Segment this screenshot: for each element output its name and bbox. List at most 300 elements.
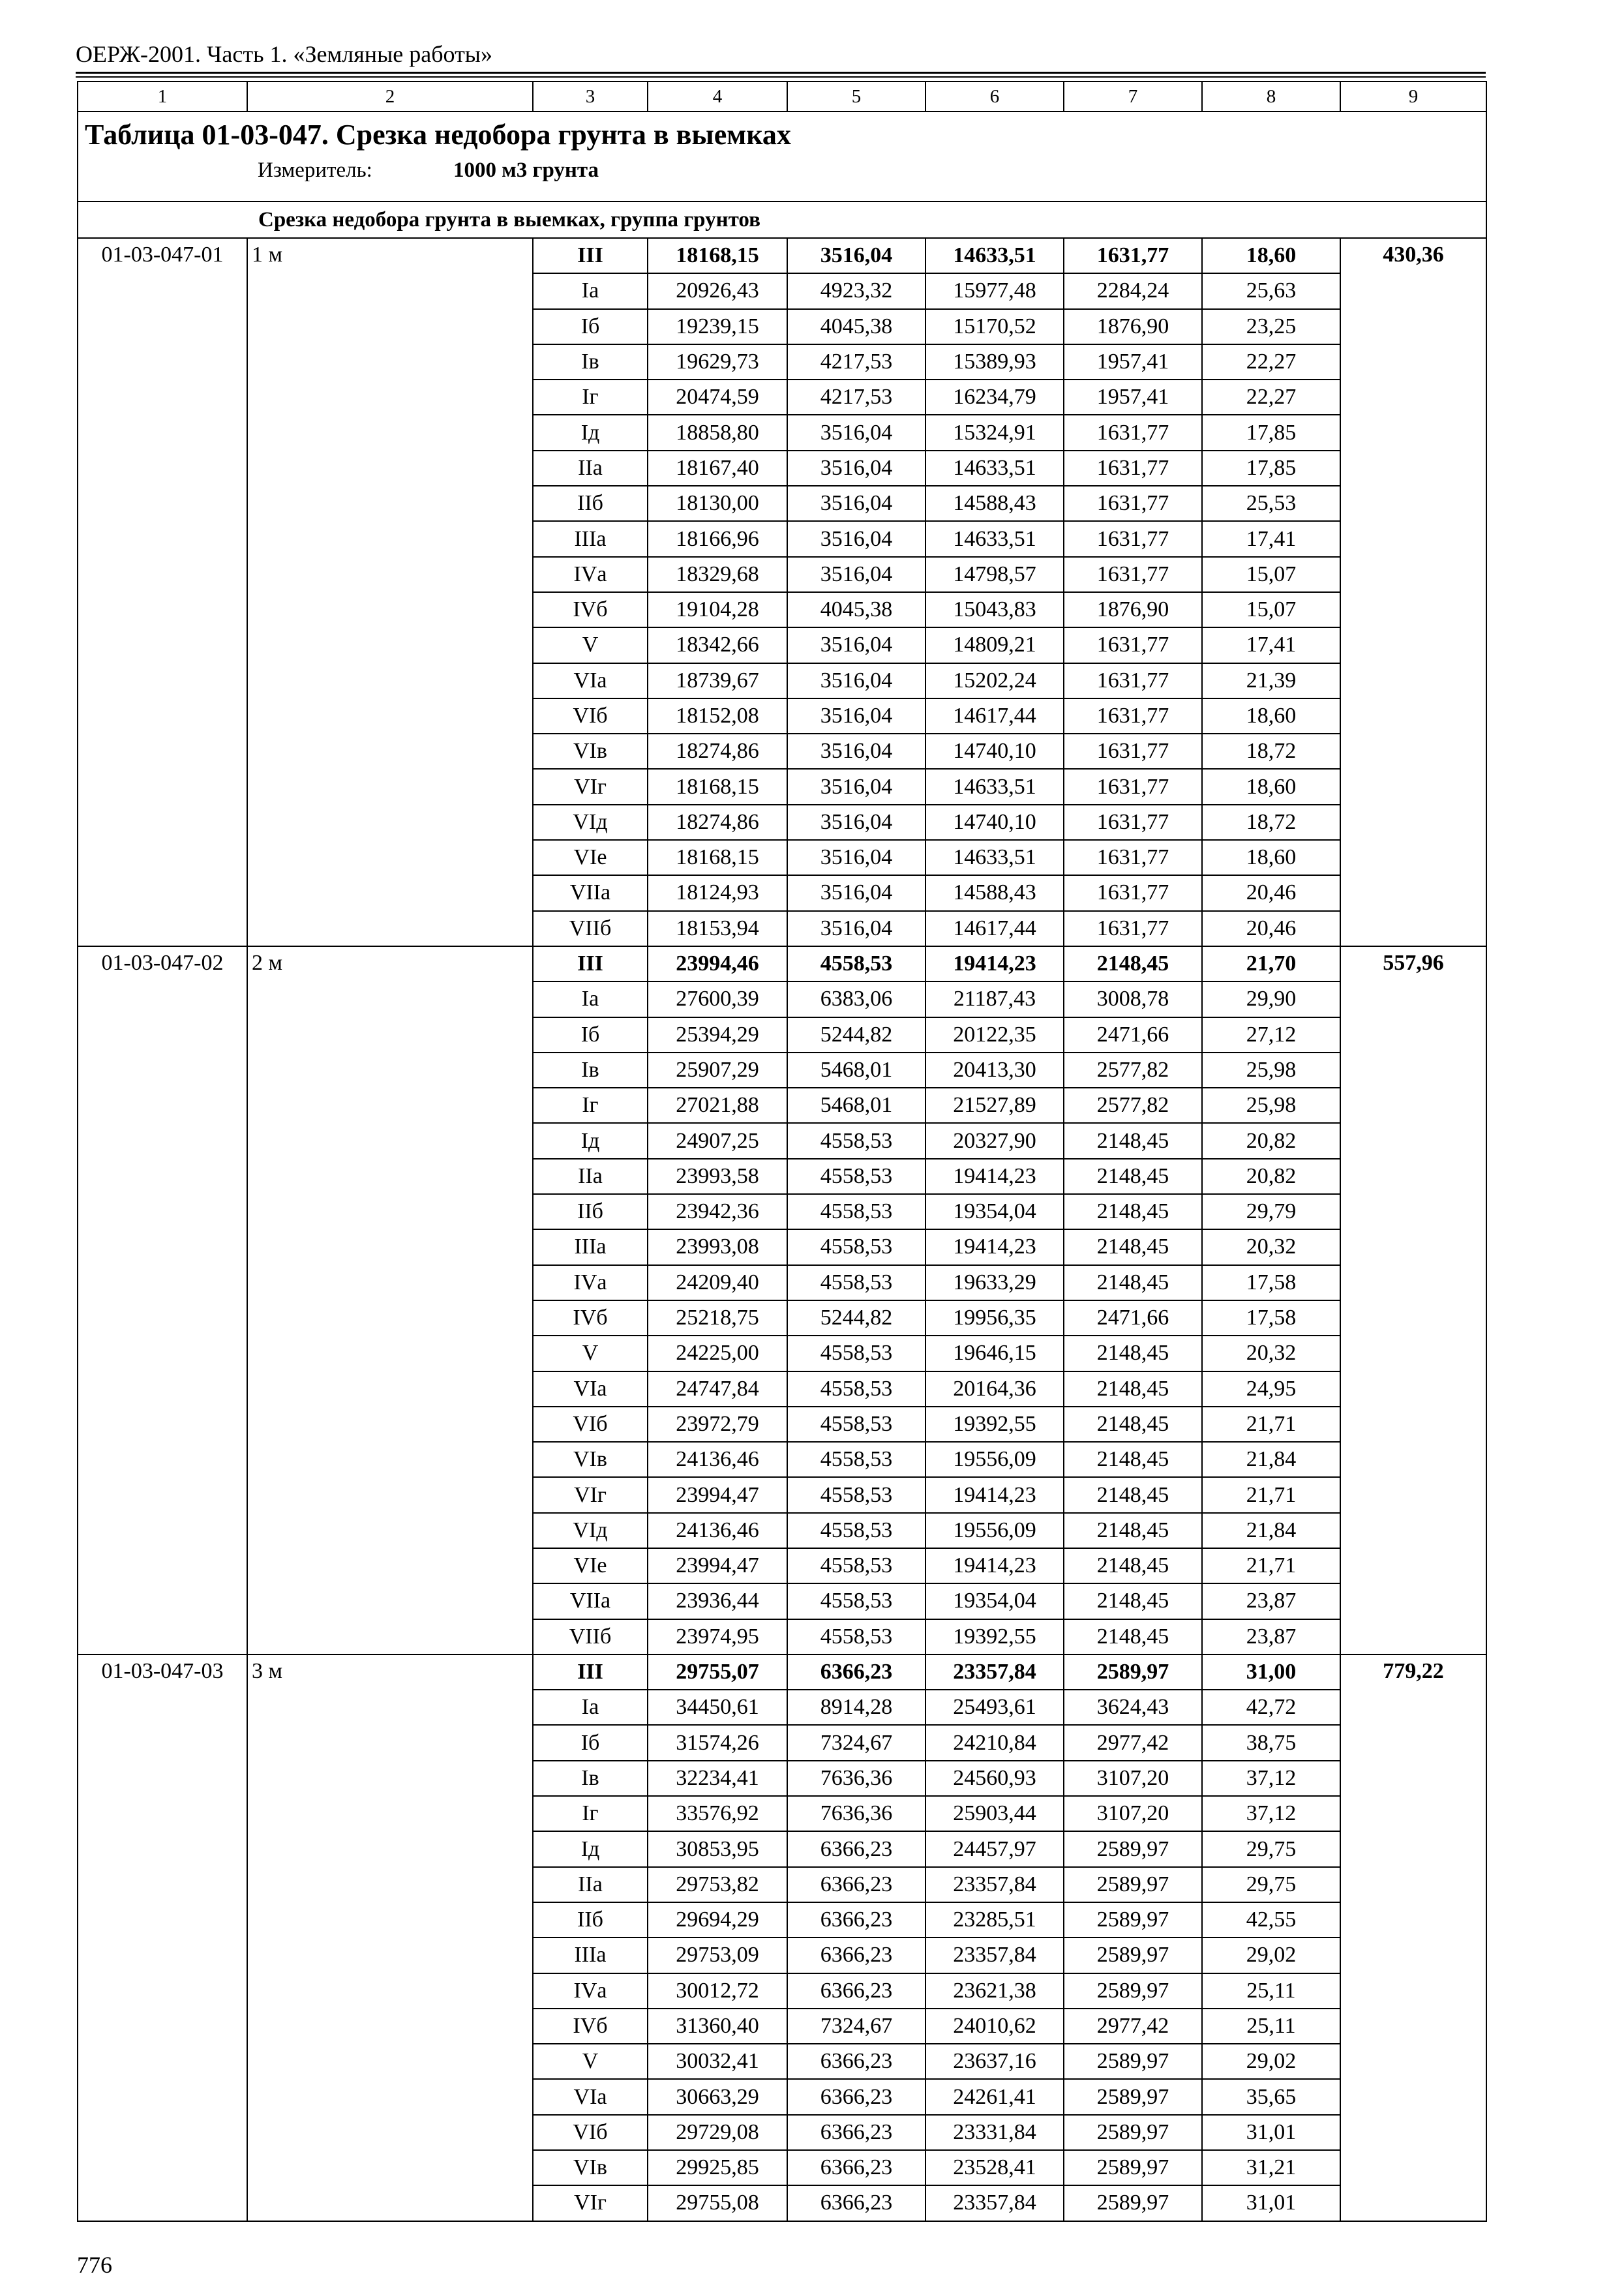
soil-group: Iб [533,1725,648,1760]
soil-group: Iг [533,1088,648,1123]
value-cell: 2589,97 [1064,1831,1202,1866]
column-number: 9 [1340,82,1486,112]
soil-group: VIа [533,1371,648,1407]
value-cell: 3516,04 [787,698,925,734]
soil-group: VIб [533,1407,648,1442]
value-cell: 1631,77 [1064,557,1202,592]
value-cell: 6366,23 [787,1902,925,1937]
value-cell: 27600,39 [648,981,787,1017]
value-cell: 29,90 [1202,981,1340,1017]
value-cell: 18,60 [1202,769,1340,804]
value-cell: 25218,75 [648,1300,787,1336]
page-number: 776 [77,2252,112,2278]
value-cell: 2589,97 [1064,2185,1202,2221]
value-cell: 4558,53 [787,1123,925,1158]
value-cell: 29925,85 [648,2150,787,2185]
value-cell: 30853,95 [648,1831,787,1866]
cut-depth: 3 м [247,1654,533,2221]
rate-code: 01-03-047-03 [78,1654,247,2221]
value-cell: 20413,30 [925,1053,1064,1088]
soil-group: VIIа [533,1583,648,1619]
value-cell: 30663,29 [648,2079,787,2114]
table-row [78,238,1486,273]
value-cell: 19104,28 [648,592,787,627]
value-cell: 2471,66 [1064,1300,1202,1336]
value-cell: 3516,04 [787,875,925,910]
header-rule [76,72,1486,74]
value-cell: 2148,45 [1064,1229,1202,1264]
value-cell: 7636,36 [787,1761,925,1796]
column-number: 6 [925,82,1064,112]
value-cell: 27,12 [1202,1017,1340,1053]
value-cell: 4045,38 [787,592,925,627]
soil-group: III [533,946,648,981]
value-cell: 17,41 [1202,521,1340,556]
value-cell: 29,79 [1202,1194,1340,1229]
value-cell: 20,46 [1202,911,1340,946]
value-cell: 2471,66 [1064,1017,1202,1053]
value-cell: 4558,53 [787,1229,925,1264]
value-cell: 24225,00 [648,1336,787,1371]
value-cell: 2977,42 [1064,1725,1202,1760]
value-cell: 2589,97 [1064,1867,1202,1902]
value-cell: 23994,47 [648,1548,787,1583]
value-cell: 21,70 [1202,946,1340,981]
value-cell: 24209,40 [648,1265,787,1300]
soil-group: IVб [533,592,648,627]
value-cell: 5244,82 [787,1017,925,1053]
value-cell: 5244,82 [787,1300,925,1336]
value-cell: 6366,23 [787,2044,925,2079]
value-cell: 18168,15 [648,840,787,875]
value-cell: 15,07 [1202,592,1340,627]
soil-group: Iв [533,1761,648,1796]
value-cell: 2589,97 [1064,2079,1202,2114]
table-title: Таблица 01-03-047. Срезка недобора грунта в выемках [85,119,791,151]
column-9-value: 557,96 [1340,946,1486,1654]
value-cell: 4558,53 [787,1159,925,1194]
value-cell: 14740,10 [925,734,1064,769]
value-cell: 19414,23 [925,1229,1064,1264]
value-cell: 2148,45 [1064,1371,1202,1407]
value-cell: 8914,28 [787,1690,925,1725]
value-cell: 1957,41 [1064,344,1202,380]
value-cell: 17,41 [1202,627,1340,663]
value-cell: 24261,41 [925,2079,1064,2114]
value-cell: 18166,96 [648,521,787,556]
value-cell: 4558,53 [787,1548,925,1583]
value-cell: 19633,29 [925,1265,1064,1300]
soil-group: IVб [533,1300,648,1336]
value-cell: 25,53 [1202,486,1340,521]
value-cell: 32234,41 [648,1761,787,1796]
soil-group: Iд [533,415,648,450]
soil-group: IVа [533,1265,648,1300]
value-cell: 6366,23 [787,2185,925,2221]
value-cell: 18274,86 [648,734,787,769]
value-cell: 31,00 [1202,1654,1340,1690]
value-cell: 25903,44 [925,1796,1064,1831]
value-cell: 1631,77 [1064,415,1202,450]
soil-group: IVб [533,2009,648,2044]
value-cell: 37,12 [1202,1796,1340,1831]
value-cell: 15389,93 [925,344,1064,380]
column-number: 5 [787,82,925,112]
measure-unit [85,153,1479,188]
column-number: 1 [78,82,247,112]
value-cell: 25394,29 [648,1017,787,1053]
value-cell: 2148,45 [1064,1194,1202,1229]
value-cell: 21,71 [1202,1407,1340,1442]
value-cell: 2148,45 [1064,1583,1202,1619]
value-cell: 19239,15 [648,309,787,344]
value-cell: 20,32 [1202,1336,1340,1371]
value-cell: 2148,45 [1064,1442,1202,1477]
value-cell: 24136,46 [648,1513,787,1548]
value-cell: 31,21 [1202,2150,1340,2185]
value-cell: 7324,67 [787,2009,925,2044]
value-cell: 23637,16 [925,2044,1064,2079]
value-cell: 24,95 [1202,1371,1340,1407]
value-cell: 23972,79 [648,1407,787,1442]
value-cell: 6383,06 [787,981,925,1017]
value-cell: 15170,52 [925,309,1064,344]
value-cell: 20327,90 [925,1123,1064,1158]
value-cell: 14633,51 [925,238,1064,273]
value-cell: 25,63 [1202,273,1340,308]
column-number: 8 [1202,82,1340,112]
soil-group: IIб [533,1902,648,1937]
value-cell: 21,71 [1202,1477,1340,1512]
cut-depth: 1 м [247,238,533,946]
soil-group: IVа [533,1973,648,2009]
value-cell: 20122,35 [925,1017,1064,1053]
value-cell: 18274,86 [648,805,787,840]
value-cell: 4558,53 [787,1619,925,1654]
soil-group: VIд [533,1513,648,1548]
value-cell: 19556,09 [925,1513,1064,1548]
value-cell: 21,84 [1202,1442,1340,1477]
value-cell: 1631,77 [1064,840,1202,875]
value-cell: 14798,57 [925,557,1064,592]
value-cell: 31574,26 [648,1725,787,1760]
value-cell: 15043,83 [925,592,1064,627]
value-cell: 4558,53 [787,1442,925,1477]
value-cell: 22,27 [1202,380,1340,415]
value-cell: 18342,66 [648,627,787,663]
soil-group: Iг [533,380,648,415]
value-cell: 19646,15 [925,1336,1064,1371]
value-cell: 2148,45 [1064,1336,1202,1371]
value-cell: 4558,53 [787,1371,925,1407]
value-cell: 18,72 [1202,805,1340,840]
value-cell: 14617,44 [925,698,1064,734]
value-cell: 24010,62 [925,2009,1064,2044]
value-cell: 15324,91 [925,415,1064,450]
table-row [78,946,1486,981]
value-cell: 19414,23 [925,1477,1064,1512]
value-cell: 6366,23 [787,1654,925,1690]
value-cell: 1631,77 [1064,698,1202,734]
value-cell: 6366,23 [787,1973,925,2009]
value-cell: 37,12 [1202,1761,1340,1796]
value-cell: 1631,77 [1064,805,1202,840]
value-cell: 42,72 [1202,1690,1340,1725]
soil-group: IIIа [533,1229,648,1264]
value-cell: 24560,93 [925,1761,1064,1796]
soil-group: VIг [533,1477,648,1512]
value-cell: 3107,20 [1064,1761,1202,1796]
value-cell: 29,75 [1202,1867,1340,1902]
value-cell: 2589,97 [1064,1902,1202,1937]
value-cell: 4558,53 [787,1407,925,1442]
value-cell: 21,71 [1202,1548,1340,1583]
value-cell: 20164,36 [925,1371,1064,1407]
value-cell: 2284,24 [1064,273,1202,308]
cut-depth: 2 м [247,946,533,1654]
value-cell: 3516,04 [787,486,925,521]
value-cell: 2577,82 [1064,1053,1202,1088]
value-cell: 19556,09 [925,1442,1064,1477]
value-cell: 15,07 [1202,557,1340,592]
value-cell: 15202,24 [925,663,1064,698]
value-cell: 19392,55 [925,1619,1064,1654]
value-cell: 3624,43 [1064,1690,1202,1725]
value-cell: 19354,04 [925,1194,1064,1229]
soil-group: Iв [533,1053,648,1088]
value-cell: 19629,73 [648,344,787,380]
value-cell: 14633,51 [925,521,1064,556]
value-cell: 5468,01 [787,1053,925,1088]
soil-group: Iа [533,981,648,1017]
soil-group: VIд [533,805,648,840]
soil-group: Iд [533,1123,648,1158]
value-cell: 18,72 [1202,734,1340,769]
value-cell: 17,58 [1202,1265,1340,1300]
value-cell: 14633,51 [925,451,1064,486]
value-cell: 21,39 [1202,663,1340,698]
value-cell: 25,98 [1202,1088,1340,1123]
soil-group: Iа [533,273,648,308]
value-cell: 18153,94 [648,911,787,946]
value-cell: 27021,88 [648,1088,787,1123]
column-number: 4 [648,82,787,112]
value-cell: 23621,38 [925,1973,1064,2009]
value-cell: 3516,04 [787,805,925,840]
soil-group: VIа [533,663,648,698]
value-cell: 18167,40 [648,451,787,486]
value-cell: 19414,23 [925,1548,1064,1583]
soil-group: VIб [533,698,648,734]
value-cell: 23974,95 [648,1619,787,1654]
value-cell: 14740,10 [925,805,1064,840]
soil-group: VIг [533,2185,648,2221]
value-cell: 18858,80 [648,415,787,450]
value-cell: 2589,97 [1064,1973,1202,2009]
value-cell: 19414,23 [925,1159,1064,1194]
value-cell: 19414,23 [925,946,1064,981]
value-cell: 23331,84 [925,2115,1064,2150]
soil-group: Iг [533,1796,648,1831]
table-row [78,1654,1486,1690]
value-cell: 23993,58 [648,1159,787,1194]
value-cell: 23994,47 [648,1477,787,1512]
soil-group: IVа [533,557,648,592]
value-cell: 29755,08 [648,2185,787,2221]
value-cell: 2148,45 [1064,1619,1202,1654]
value-cell: 23357,84 [925,1654,1064,1690]
value-cell: 25,11 [1202,1973,1340,2009]
value-cell: 17,58 [1202,1300,1340,1336]
soil-group: VIе [533,1548,648,1583]
value-cell: 20474,59 [648,380,787,415]
value-cell: 1631,77 [1064,663,1202,698]
value-cell: 14588,43 [925,486,1064,521]
value-cell: 17,85 [1202,415,1340,450]
value-cell: 2148,45 [1064,1265,1202,1300]
section-title: Срезка недобора грунта в выемках, группа грунтов [78,202,1486,238]
column-number: 7 [1064,82,1202,112]
value-cell: 2589,97 [1064,1654,1202,1690]
value-cell: 35,65 [1202,2079,1340,2114]
rate-code: 01-03-047-02 [78,946,247,1654]
value-cell: 23528,41 [925,2150,1064,2185]
value-cell: 18,60 [1202,698,1340,734]
value-cell: 34450,61 [648,1690,787,1725]
value-cell: 1631,77 [1064,486,1202,521]
value-cell: 14588,43 [925,875,1064,910]
measure-value: 1000 м3 грунта [453,158,599,182]
value-cell: 25,98 [1202,1053,1340,1088]
soil-group: VIв [533,734,648,769]
column-9-value: 430,36 [1340,238,1486,946]
column-number-row [78,82,1486,112]
value-cell: 6366,23 [787,1831,925,1866]
value-cell: 14617,44 [925,911,1064,946]
soil-group: IIа [533,1867,648,1902]
value-cell: 6366,23 [787,2150,925,2185]
value-cell: 31,01 [1202,2115,1340,2150]
value-cell: 4045,38 [787,309,925,344]
value-cell: 21527,89 [925,1088,1064,1123]
value-cell: 3516,04 [787,734,925,769]
value-cell: 24747,84 [648,1371,787,1407]
value-cell: 23,25 [1202,309,1340,344]
value-cell: 3516,04 [787,238,925,273]
value-cell: 17,85 [1202,451,1340,486]
soil-group: V [533,627,648,663]
soil-group: Iа [533,1690,648,1725]
value-cell: 3516,04 [787,521,925,556]
soil-group: Iв [533,344,648,380]
value-cell: 16234,79 [925,380,1064,415]
value-cell: 3516,04 [787,557,925,592]
value-cell: 20,32 [1202,1229,1340,1264]
value-cell: 23936,44 [648,1583,787,1619]
value-cell: 33576,92 [648,1796,787,1831]
running-title: ОЕРЖ-2001. Часть 1. «Земляные работы» [76,41,492,67]
value-cell: 1631,77 [1064,911,1202,946]
value-cell: 30032,41 [648,2044,787,2079]
value-cell: 4558,53 [787,1583,925,1619]
value-cell: 18152,08 [648,698,787,734]
soil-group: IIб [533,486,648,521]
value-cell: 31,01 [1202,2185,1340,2221]
value-cell: 29753,09 [648,1937,787,1973]
soil-group: IIIа [533,521,648,556]
value-cell: 18739,67 [648,663,787,698]
value-cell: 18,60 [1202,238,1340,273]
value-cell: 3516,04 [787,911,925,946]
value-cell: 6366,23 [787,1867,925,1902]
value-cell: 2148,45 [1064,1513,1202,1548]
value-cell: 4558,53 [787,1194,925,1229]
value-cell: 19392,55 [925,1407,1064,1442]
rate-code: 01-03-047-01 [78,238,247,946]
table-title-cell [78,112,1486,202]
value-cell: 14633,51 [925,769,1064,804]
value-cell: 3516,04 [787,451,925,486]
soil-group: IIа [533,451,648,486]
value-cell: 19354,04 [925,1583,1064,1619]
value-cell: 29729,08 [648,2115,787,2150]
value-cell: 23357,84 [925,2185,1064,2221]
value-cell: 2589,97 [1064,2150,1202,2185]
header-rule-thin [76,76,1486,78]
soil-group: V [533,1336,648,1371]
value-cell: 6366,23 [787,1937,925,1973]
value-cell: 1631,77 [1064,734,1202,769]
column-9-value: 779,22 [1340,1654,1486,2221]
value-cell: 19956,35 [925,1300,1064,1336]
soil-group: V [533,2044,648,2079]
value-cell: 1631,77 [1064,769,1202,804]
soil-group: III [533,238,648,273]
soil-group: VIа [533,2079,648,2114]
value-cell: 1631,77 [1064,627,1202,663]
value-cell: 3516,04 [787,415,925,450]
value-cell: 5468,01 [787,1088,925,1123]
value-cell: 3516,04 [787,840,925,875]
value-cell: 6366,23 [787,2079,925,2114]
value-cell: 24136,46 [648,1442,787,1477]
value-cell: 7636,36 [787,1796,925,1831]
value-cell: 6366,23 [787,2115,925,2150]
rates-table [77,81,1487,2222]
value-cell: 21187,43 [925,981,1064,1017]
soil-group: VIIб [533,911,648,946]
value-cell: 2589,97 [1064,2115,1202,2150]
value-cell: 24907,25 [648,1123,787,1158]
soil-group: Iд [533,1831,648,1866]
value-cell: 14633,51 [925,840,1064,875]
value-cell: 20926,43 [648,273,787,308]
value-cell: 4558,53 [787,1477,925,1512]
value-cell: 2577,82 [1064,1088,1202,1123]
value-cell: 18130,00 [648,486,787,521]
value-cell: 4217,53 [787,344,925,380]
value-cell: 2148,45 [1064,1159,1202,1194]
soil-group: VIг [533,769,648,804]
soil-group: IIб [533,1194,648,1229]
value-cell: 25,11 [1202,2009,1340,2044]
value-cell: 23994,46 [648,946,787,981]
value-cell: 20,46 [1202,875,1340,910]
value-cell: 23357,84 [925,1867,1064,1902]
table-title-row [78,112,1486,202]
value-cell: 2148,45 [1064,1477,1202,1512]
value-cell: 1876,90 [1064,592,1202,627]
